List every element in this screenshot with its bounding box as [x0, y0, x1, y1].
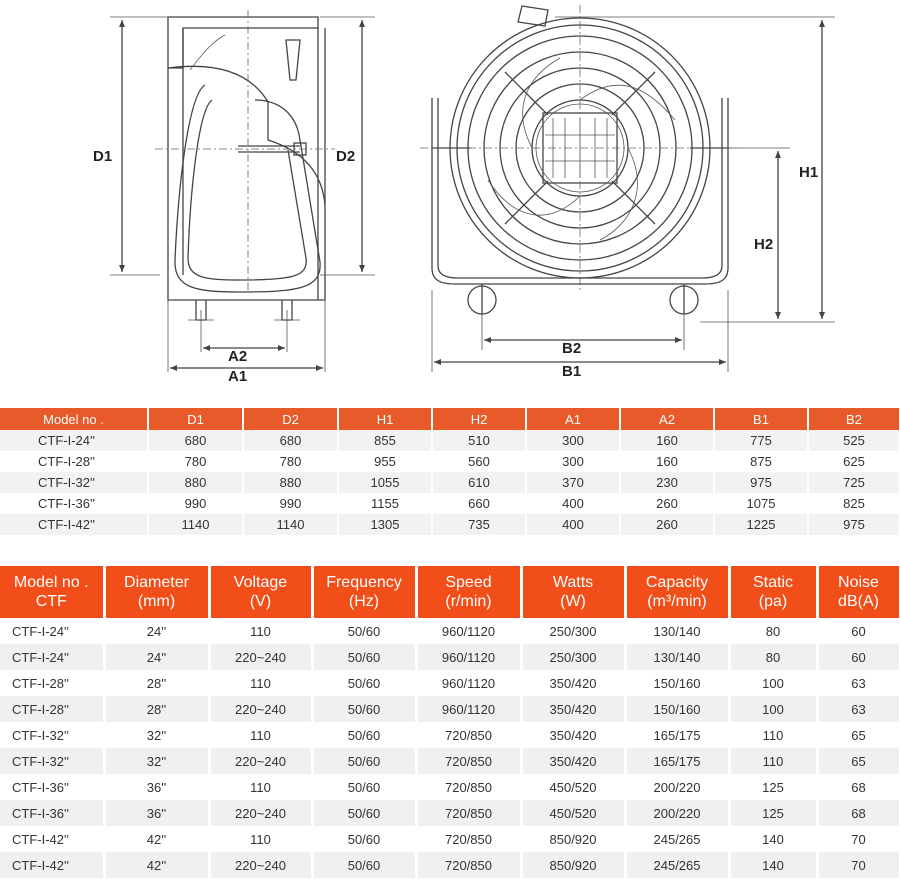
value-cell: 720/850: [416, 826, 521, 852]
model-cell: CTF-I-24'': [0, 430, 148, 451]
value-cell: 245/265: [625, 852, 729, 878]
value-cell: 1225: [714, 514, 808, 535]
dimension-table-header: [0, 408, 900, 430]
value-cell: 300: [526, 451, 620, 472]
value-cell: 850/920: [521, 852, 625, 878]
value-cell: 28'': [104, 696, 209, 722]
spec-header-cell: [416, 566, 521, 618]
header-line-1: Diameter: [124, 574, 189, 591]
value-cell: 990: [243, 493, 338, 514]
value-cell: 610: [432, 472, 526, 493]
value-cell: 65: [817, 722, 900, 748]
drawings-svg: [0, 0, 900, 400]
value-cell: 110: [729, 748, 817, 774]
value-cell: 1140: [243, 514, 338, 535]
value-cell: 960/1120: [416, 644, 521, 670]
label-d2: D2: [336, 148, 356, 165]
spec-header-cell: [104, 566, 209, 618]
value-cell: 250/300: [521, 618, 625, 644]
value-cell: 100: [729, 696, 817, 722]
value-cell: 220~240: [209, 800, 312, 826]
value-cell: 1140: [148, 514, 243, 535]
spec-header-cell: [209, 566, 312, 618]
value-cell: 220~240: [209, 644, 312, 670]
table-row: [0, 472, 900, 493]
label-a2: A2: [228, 348, 248, 365]
value-cell: 110: [729, 722, 817, 748]
table-row: [0, 748, 900, 774]
value-cell: 220~240: [209, 748, 312, 774]
table-row: [0, 774, 900, 800]
value-cell: 720/850: [416, 774, 521, 800]
value-cell: 125: [729, 800, 817, 826]
header-line-1: Frequency: [326, 574, 402, 591]
model-cell: CTF-I-42'': [0, 514, 148, 535]
spec-header-cell: [312, 566, 416, 618]
value-cell: 36'': [104, 774, 209, 800]
value-cell: 560: [432, 451, 526, 472]
spec-header-cell: [625, 566, 729, 618]
value-cell: 300: [526, 430, 620, 451]
header-line-1: Model no .: [13, 574, 89, 591]
value-cell: 68: [817, 774, 900, 800]
model-cell: CTF-I-42'': [0, 852, 104, 878]
label-d1: D1: [93, 148, 113, 165]
value-cell: 150/160: [625, 670, 729, 696]
model-cell: CTF-I-24'': [0, 644, 104, 670]
value-cell: 1155: [338, 493, 432, 514]
value-cell: 875: [714, 451, 808, 472]
value-cell: 32'': [104, 722, 209, 748]
header-line-2: (pa): [758, 593, 788, 610]
value-cell: 955: [338, 451, 432, 472]
value-cell: 720/850: [416, 852, 521, 878]
value-cell: 625: [808, 451, 900, 472]
value-cell: 350/420: [521, 670, 625, 696]
value-cell: 130/140: [625, 618, 729, 644]
value-cell: 63: [817, 670, 900, 696]
value-cell: 720/850: [416, 800, 521, 826]
value-cell: 230: [620, 472, 714, 493]
model-cell: CTF-I-28'': [0, 451, 148, 472]
value-cell: 42'': [104, 852, 209, 878]
dim-header-cell: Model no .: [0, 408, 148, 430]
value-cell: 32'': [104, 748, 209, 774]
value-cell: 140: [729, 826, 817, 852]
front-view: [420, 5, 835, 380]
value-cell: 50/60: [312, 826, 416, 852]
value-cell: 125: [729, 774, 817, 800]
value-cell: 50/60: [312, 852, 416, 878]
header-line-1: Speed: [445, 574, 492, 591]
header-line-2: (m³/min): [647, 593, 707, 610]
value-cell: 50/60: [312, 800, 416, 826]
value-cell: 100: [729, 670, 817, 696]
header-line-2: CTF: [35, 593, 67, 610]
label-a1: A1: [228, 368, 248, 385]
value-cell: 63: [817, 696, 900, 722]
label-b2: B2: [562, 340, 582, 357]
value-cell: 975: [808, 514, 900, 535]
value-cell: 725: [808, 472, 900, 493]
header-line-1: Voltage: [233, 574, 288, 591]
value-cell: 960/1120: [416, 618, 521, 644]
value-cell: 50/60: [312, 774, 416, 800]
value-cell: 50/60: [312, 618, 416, 644]
label-h1: H1: [799, 164, 819, 181]
header-line-2: (mm): [137, 593, 176, 610]
value-cell: 1055: [338, 472, 432, 493]
value-cell: 780: [243, 451, 338, 472]
value-cell: 780: [148, 451, 243, 472]
value-cell: 50/60: [312, 696, 416, 722]
value-cell: 200/220: [625, 800, 729, 826]
value-cell: 245/265: [625, 826, 729, 852]
table-row: [0, 493, 900, 514]
table-row: [0, 670, 900, 696]
model-cell: CTF-I-32'': [0, 748, 104, 774]
table-row: [0, 826, 900, 852]
value-cell: 110: [209, 722, 312, 748]
value-cell: 850/920: [521, 826, 625, 852]
value-cell: 165/175: [625, 722, 729, 748]
value-cell: 350/420: [521, 748, 625, 774]
value-cell: 350/420: [521, 722, 625, 748]
spec-header-cell: [729, 566, 817, 618]
table-row: [0, 514, 900, 535]
model-cell: CTF-I-36'': [0, 800, 104, 826]
dim-header-cell: D2: [243, 408, 338, 430]
table-row: [0, 800, 900, 826]
value-cell: 370: [526, 472, 620, 493]
value-cell: 990: [148, 493, 243, 514]
value-cell: 80: [729, 644, 817, 670]
value-cell: 855: [338, 430, 432, 451]
value-cell: 110: [209, 774, 312, 800]
value-cell: 50/60: [312, 748, 416, 774]
value-cell: 400: [526, 514, 620, 535]
value-cell: 350/420: [521, 696, 625, 722]
value-cell: 165/175: [625, 748, 729, 774]
value-cell: 960/1120: [416, 696, 521, 722]
value-cell: 24'': [104, 644, 209, 670]
value-cell: 200/220: [625, 774, 729, 800]
value-cell: 400: [526, 493, 620, 514]
value-cell: 1305: [338, 514, 432, 535]
value-cell: 825: [808, 493, 900, 514]
model-cell: CTF-I-28'': [0, 696, 104, 722]
value-cell: 160: [620, 451, 714, 472]
value-cell: 24'': [104, 618, 209, 644]
value-cell: 140: [729, 852, 817, 878]
header-line-2: (r/min): [445, 593, 492, 610]
header-line-1: Watts: [552, 574, 594, 591]
spec-header-cell: [0, 566, 104, 618]
value-cell: 60: [817, 618, 900, 644]
dim-header-cell: H2: [432, 408, 526, 430]
model-cell: CTF-I-42'': [0, 826, 104, 852]
table-row: [0, 852, 900, 878]
value-cell: 450/520: [521, 800, 625, 826]
value-cell: 50/60: [312, 722, 416, 748]
value-cell: 510: [432, 430, 526, 451]
value-cell: 975: [714, 472, 808, 493]
model-cell: CTF-I-36'': [0, 493, 148, 514]
value-cell: 720/850: [416, 748, 521, 774]
technical-drawings: [0, 0, 900, 400]
header-line-2: (V): [249, 593, 272, 610]
value-cell: 660: [432, 493, 526, 514]
value-cell: 65: [817, 748, 900, 774]
dim-header-cell: B1: [714, 408, 808, 430]
spec-header-cell: [521, 566, 625, 618]
value-cell: 680: [148, 430, 243, 451]
value-cell: 160: [620, 430, 714, 451]
value-cell: 110: [209, 670, 312, 696]
value-cell: 130/140: [625, 644, 729, 670]
dim-header-cell: D1: [148, 408, 243, 430]
value-cell: 80: [729, 618, 817, 644]
value-cell: 220~240: [209, 852, 312, 878]
value-cell: 42'': [104, 826, 209, 852]
value-cell: 260: [620, 514, 714, 535]
dim-header-cell: A2: [620, 408, 714, 430]
label-h2: H2: [754, 236, 774, 253]
value-cell: 1075: [714, 493, 808, 514]
value-cell: 50/60: [312, 670, 416, 696]
value-cell: 250/300: [521, 644, 625, 670]
dim-header-cell: H1: [338, 408, 432, 430]
value-cell: 150/160: [625, 696, 729, 722]
value-cell: 720/850: [416, 722, 521, 748]
value-cell: 50/60: [312, 644, 416, 670]
value-cell: 960/1120: [416, 670, 521, 696]
model-cell: CTF-I-32'': [0, 722, 104, 748]
dimension-table-body: [0, 430, 900, 535]
spec-table: [0, 566, 900, 878]
value-cell: 28'': [104, 670, 209, 696]
header-line-1: Static: [752, 574, 793, 591]
header-line-2: (W): [560, 593, 586, 610]
dim-header-cell: B2: [808, 408, 900, 430]
table-row: [0, 430, 900, 451]
header-line-1: Capacity: [645, 574, 709, 591]
value-cell: 525: [808, 430, 900, 451]
table-row: [0, 696, 900, 722]
value-cell: 450/520: [521, 774, 625, 800]
value-cell: 680: [243, 430, 338, 451]
spec-table-body: [0, 618, 900, 878]
dim-header-cell: A1: [526, 408, 620, 430]
value-cell: 36'': [104, 800, 209, 826]
value-cell: 880: [148, 472, 243, 493]
table-row: [0, 644, 900, 670]
value-cell: 110: [209, 826, 312, 852]
spec-table-header: [0, 566, 900, 618]
table-row: [0, 722, 900, 748]
value-cell: 70: [817, 852, 900, 878]
value-cell: 220~240: [209, 696, 312, 722]
table-row: [0, 451, 900, 472]
header-line-1: Noise: [838, 574, 879, 591]
model-cell: CTF-I-28'': [0, 670, 104, 696]
model-cell: CTF-I-24'': [0, 618, 104, 644]
value-cell: 880: [243, 472, 338, 493]
label-b1: B1: [562, 363, 582, 380]
value-cell: 60: [817, 644, 900, 670]
value-cell: 260: [620, 493, 714, 514]
spec-header-cell: [817, 566, 900, 618]
dimension-table: [0, 408, 900, 535]
model-cell: CTF-I-32'': [0, 472, 148, 493]
value-cell: 735: [432, 514, 526, 535]
value-cell: 110: [209, 618, 312, 644]
value-cell: 70: [817, 826, 900, 852]
model-cell: CTF-I-36'': [0, 774, 104, 800]
value-cell: 68: [817, 800, 900, 826]
value-cell: 775: [714, 430, 808, 451]
table-row: [0, 618, 900, 644]
header-line-2: dB(A): [838, 593, 879, 610]
side-view: [93, 10, 375, 385]
header-line-2: (Hz): [348, 593, 380, 610]
